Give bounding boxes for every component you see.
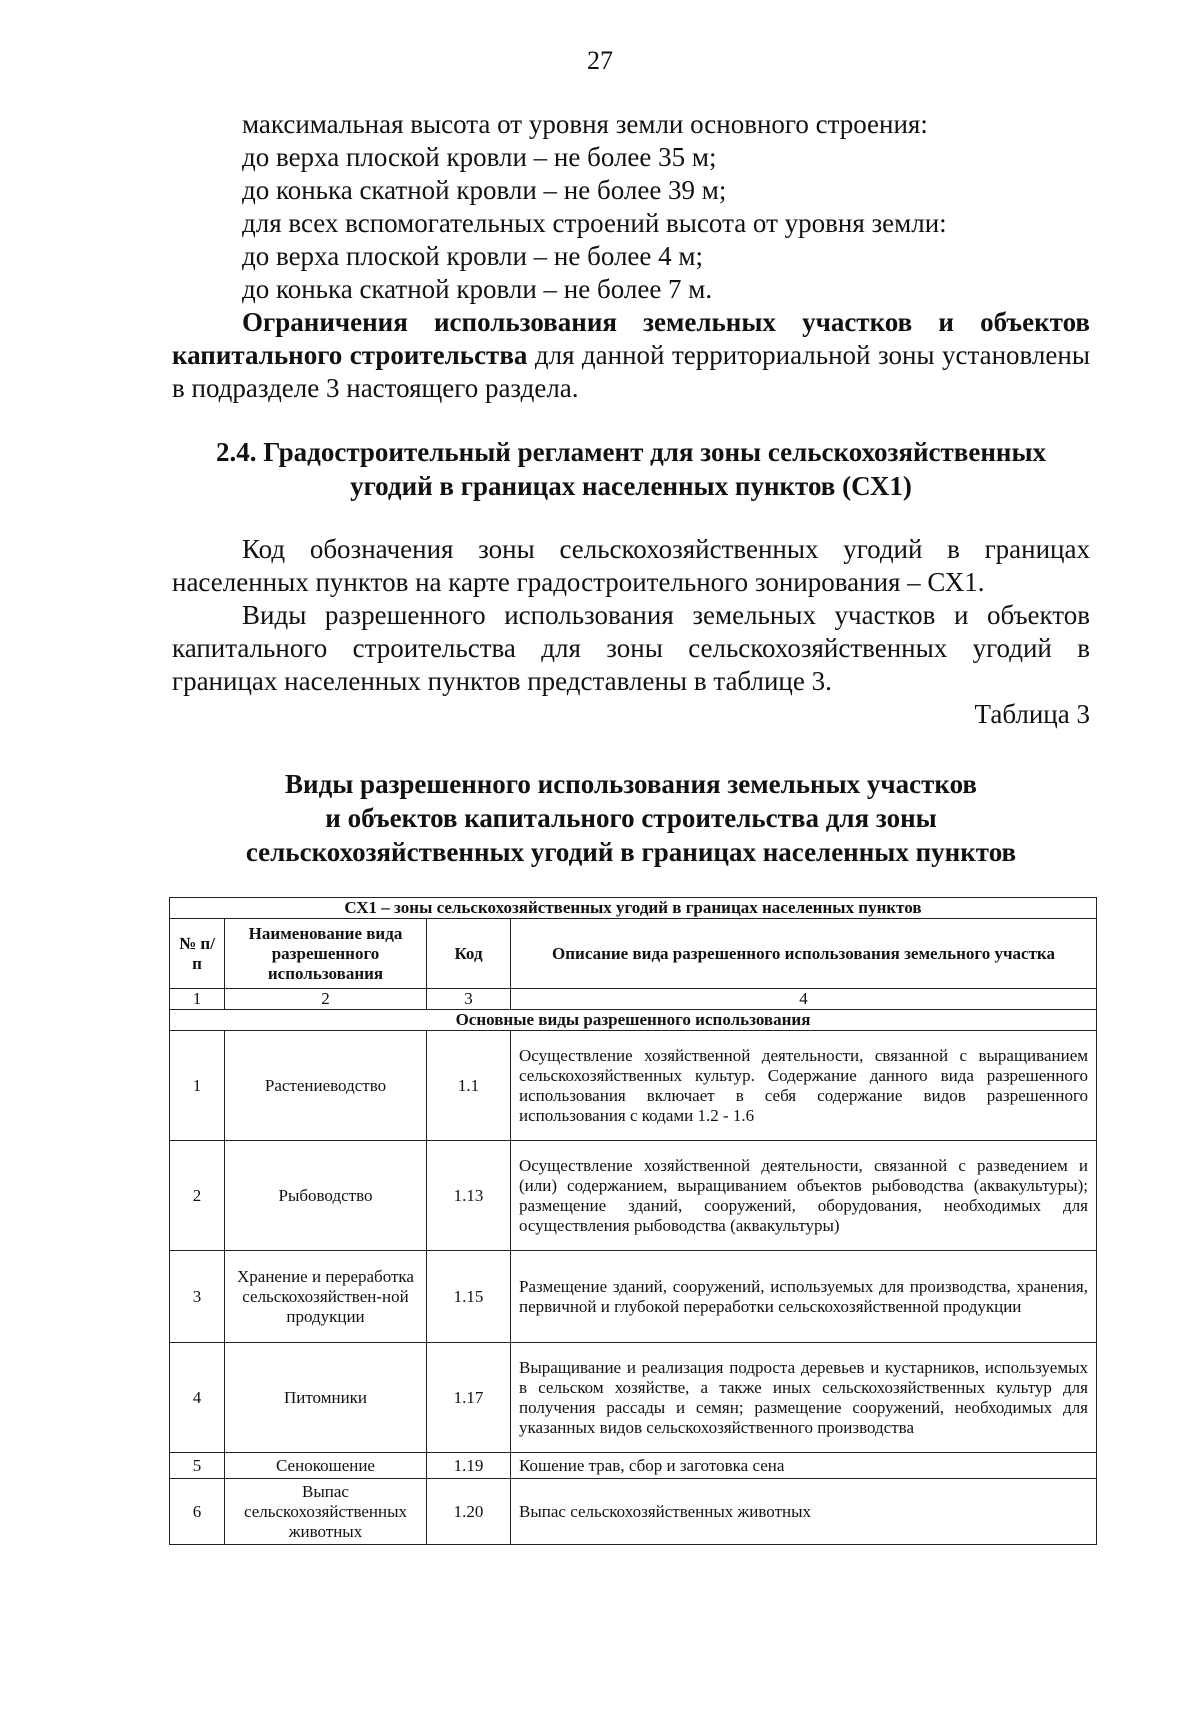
intro-line: до верха плоской кровли – не более 4 м; bbox=[242, 241, 703, 271]
row-code: 1.20 bbox=[427, 1479, 511, 1545]
intro-line: для всех вспомогательных строений высота от уровня земли: bbox=[242, 208, 947, 238]
restriction-paragraph bbox=[172, 306, 1090, 405]
table-zone-header-row bbox=[170, 898, 1097, 919]
col-header-name: Наименование вида разрешенного использования bbox=[225, 919, 427, 989]
paragraph-permitted-uses: Виды разрешенного использования земельных участков и объектов капитального строительства для зоны сельскохозяйственных угодий в границах населенных пунктов представлены в таблице 3. bbox=[172, 600, 1090, 696]
table-row bbox=[170, 1251, 1097, 1343]
row-number: 6 bbox=[170, 1479, 225, 1545]
col-index: 2 bbox=[225, 989, 427, 1010]
page-number: 27 bbox=[587, 46, 613, 75]
row-name: Сенокошение bbox=[225, 1453, 427, 1479]
row-name: Питомники bbox=[225, 1343, 427, 1453]
row-name: Выпас сельскохозяйственных животных bbox=[225, 1479, 427, 1545]
row-description: Осуществление хозяйственной деятельности, связанной с разведением и (или) содержанием, выращиванием объектов рыбоводства (аквакультуры); размещение зданий, сооружений, оборудования, необходимых для осуществления рыбоводства (аквакультуры) bbox=[511, 1141, 1097, 1251]
table-title-line-3: сельскохозяйственных угодий в границах населенных пунктов bbox=[245, 837, 1017, 867]
table-row bbox=[170, 1141, 1097, 1251]
table-zone-header: СХ1 – зоны сельскохозяйственных угодий в границах населенных пунктов bbox=[170, 898, 1097, 919]
row-number: 1 bbox=[170, 1031, 225, 1141]
restriction-rest: для данной территориальной зоны установлены в подразделе 3 настоящего раздела. bbox=[172, 340, 1090, 403]
row-name: Растениеводство bbox=[225, 1031, 427, 1141]
permitted-uses-table bbox=[169, 897, 1097, 1545]
row-code: 1.1 bbox=[427, 1031, 511, 1141]
row-name: Рыбоводство bbox=[225, 1141, 427, 1251]
row-name: Хранение и переработка сельскохозяйствен-ной продукции bbox=[225, 1251, 427, 1343]
table-title-line-1: Виды разрешенного использования земельных участков bbox=[285, 769, 977, 799]
paragraph-zone-code: Код обозначения зоны сельскохозяйственных угодий в границах населенных пунктов на карте градостроительного зонирования – СХ1. bbox=[172, 534, 1090, 597]
table-section-row bbox=[170, 1010, 1097, 1031]
row-description: Кошение трав, сбор и заготовка сена bbox=[511, 1453, 1097, 1479]
col-index: 1 bbox=[170, 989, 225, 1010]
row-code: 1.17 bbox=[427, 1343, 511, 1453]
intro-line: до конька скатной кровли – не более 39 м; bbox=[242, 175, 727, 205]
col-header-description: Описание вида разрешенного использования земельного участка bbox=[511, 919, 1097, 989]
row-description: Выпас сельскохозяйственных животных bbox=[511, 1479, 1097, 1545]
table-row bbox=[170, 1343, 1097, 1453]
intro-line: максимальная высота от уровня земли основного строения: bbox=[242, 109, 928, 139]
table-index-row bbox=[170, 989, 1097, 1010]
table-title-line-2: и объектов капитального строительства для зоны bbox=[325, 803, 937, 833]
intro-line: до конька скатной кровли – не более 7 м. bbox=[242, 274, 713, 304]
table-section-header: Основные виды разрешенного использования bbox=[170, 1010, 1097, 1031]
row-description: Выращивание и реализация подроста деревьев и кустарников, используемых в сельском хозяйстве, а также иных сельскохозяйственных культур для получения рассады и семян; размещение сооружений, необходимых для указанных видов сельскохозяйственного производства bbox=[511, 1343, 1097, 1453]
row-number: 2 bbox=[170, 1141, 225, 1251]
row-description: Размещение зданий, сооружений, используемых для производства, хранения, первичной и глубокой переработки сельскохозяйственной продукции bbox=[511, 1251, 1097, 1343]
row-code: 1.19 bbox=[427, 1453, 511, 1479]
col-header-code: Код bbox=[427, 919, 511, 989]
row-number: 4 bbox=[170, 1343, 225, 1453]
col-index: 3 bbox=[427, 989, 511, 1010]
table-label: Таблица 3 bbox=[974, 699, 1090, 729]
col-header-number: № п/п bbox=[170, 919, 225, 989]
restriction-bold: Ограничения использования земельных участков и объектов капитального строительства bbox=[172, 307, 1090, 370]
row-number: 5 bbox=[170, 1453, 225, 1479]
table-row bbox=[170, 1031, 1097, 1141]
row-description: Осуществление хозяйственной деятельности, связанной с выращиванием сельскохозяйственных культур. Содержание данного вида разрешенного использования включает в себя содержание видов разрешенного использования с кодами 1.2 - 1.6 bbox=[511, 1031, 1097, 1141]
intro-line: до верха плоской кровли – не более 35 м; bbox=[242, 142, 717, 172]
page-content bbox=[172, 108, 1090, 1545]
section-heading-line-2: угодий в границах населенных пунктов (СХ1) bbox=[350, 471, 912, 501]
table-row bbox=[170, 1479, 1097, 1545]
row-code: 1.15 bbox=[427, 1251, 511, 1343]
table-row bbox=[170, 1453, 1097, 1479]
col-index: 4 bbox=[511, 989, 1097, 1010]
section-heading-line-1: 2.4. Градостроительный регламент для зоны сельскохозяйственных bbox=[215, 437, 1047, 467]
row-code: 1.13 bbox=[427, 1141, 511, 1251]
row-number: 3 bbox=[170, 1251, 225, 1343]
table-header-row bbox=[170, 919, 1097, 989]
